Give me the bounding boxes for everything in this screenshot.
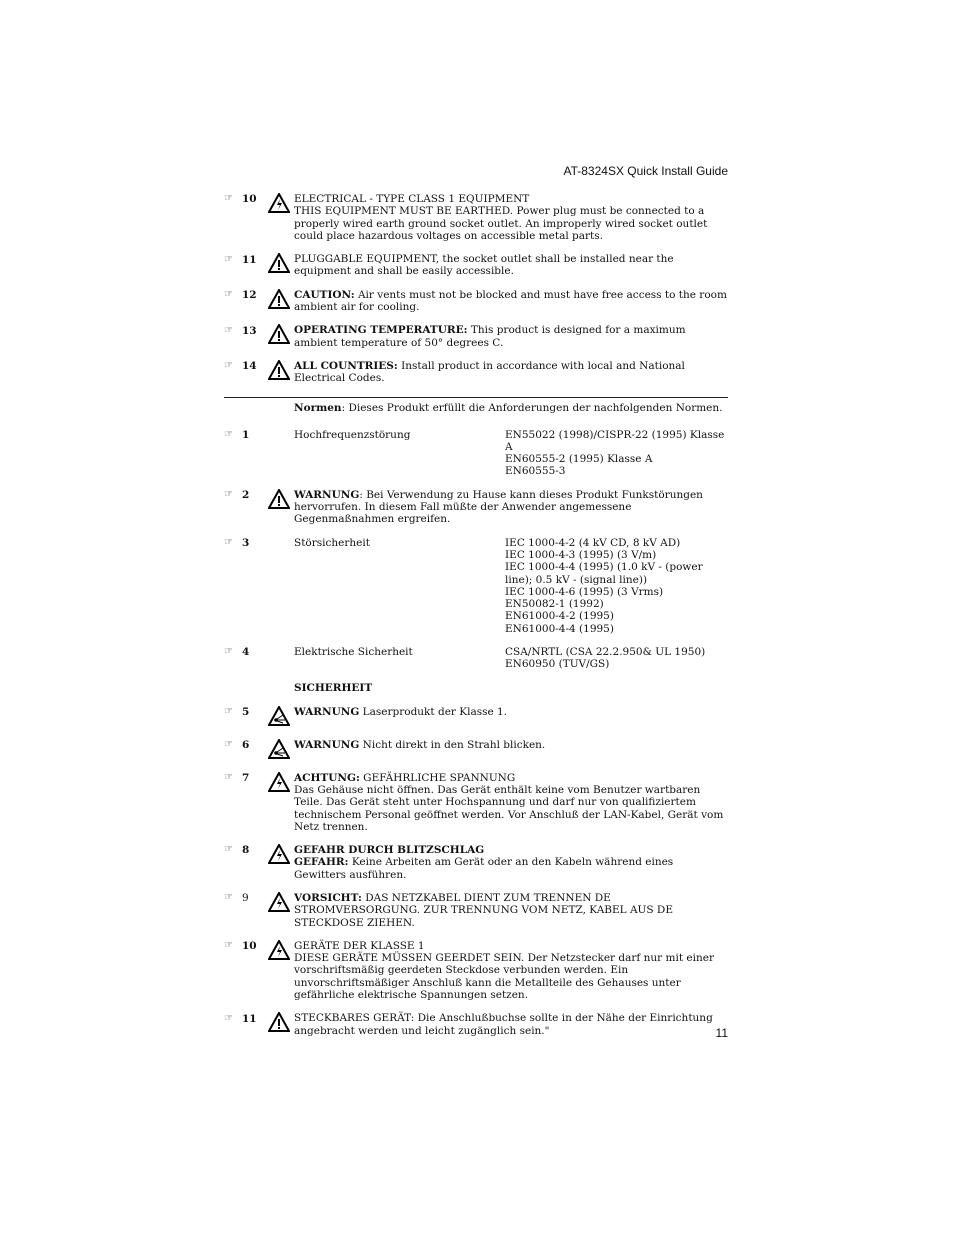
note-row: ☞ 11 PLUGGABLE EQUIPMENT, the socket outlet shall be installed near the equipment and shall be easily accessible.	[224, 253, 674, 278]
electric-hazard-icon	[268, 892, 294, 914]
pointing-hand-icon: ☞	[224, 489, 233, 501]
note-row: ☞ 10 GERÄTE DER KLASSE 1 DIESE GERÄTE MÜSSEN GEERDET SEIN. Der Netzstecker darf nur mit einer vorschriftsmäßig geerdeten Steckdose verbunden werden. Ein unvorschriftsmäßiger Anschluß kann die Metallteile des Gehauses unter gefährliche elektrische Spannungen setzen.	[224, 939, 714, 1002]
note-row: ☞ 7 ACHTUNG: GEFÄHRLICHE SPANNUNG Das Gehäuse nicht öffnen. Das Gerät enthält keine vom Benutzer wartbaren Teile. Das Gerät steht unter Hochspannung und darf nur von qualifiziertem technischem Personal geöffnet werden. Vor Anschluß der LAN-Kabel, Gerät vom Netz trennen.	[224, 771, 724, 833]
pointing-hand-icon: ☞	[224, 428, 233, 440]
pointing-hand-icon: ☞	[224, 705, 233, 717]
norm-row: ☞ 4 Elektrische Sicherheit CSA/NRTL (CSA 22.2.950& UL 1950) EN60950 (TUV/GS)	[224, 646, 706, 671]
note-row: ☞ 12 CAUTION: Air vents must not be blocked and must have free access to the room ambient air for cooling.	[224, 288, 727, 314]
pointing-hand-icon: ☞	[224, 646, 233, 658]
pointing-hand-icon: ☞	[224, 844, 233, 856]
pointing-hand-icon: ☞	[224, 1012, 233, 1024]
pointing-hand-icon: ☞	[224, 771, 233, 783]
warning-triangle-icon	[268, 489, 294, 511]
norm-row: ☞ 1 Hochfrequenzstörung EN55022 (1998)/CISPR-22 (1995) Klasse A EN60555-2 (1995) Klasse A EN60555-3	[224, 428, 725, 478]
electric-hazard-icon	[268, 772, 294, 794]
pointing-hand-icon: ☞	[224, 892, 233, 904]
warning-triangle-icon	[268, 253, 294, 275]
electric-hazard-icon	[268, 193, 294, 215]
pointing-hand-icon: ☞	[224, 253, 233, 265]
note-row: ☞ 5 WARNUNG Laserprodukt der Klasse 1.	[224, 706, 728, 728]
note-row: ☞ 9 VORSICHT: DAS NETZKABEL DIENT ZUM TRENNEN DE STROMVERSORGUNG. ZUR TRENNUNG VOM NETZ, KABEL AUS DE STECKDOSE ZIEHEN.	[224, 891, 674, 929]
normen-intro: Normen: Dieses Produkt erfüllt die Anforderungen der nachfolgenden Normen.	[294, 401, 723, 414]
pointing-hand-icon: ☞	[224, 324, 233, 336]
note-row: ☞ 10 ELECTRICAL - TYPE CLASS 1 EQUIPMENT THIS EQUIPMENT MUST BE EARTHED. Power plug must be connected to a properly wired earth ground socket outlet. An improperly wired socket outlet could place hazardous voltages on accessible metal parts.	[224, 193, 708, 242]
note-row: ☞ 11 STECKBARES GERÄT: Die Anschlußbuchse sollte in der Nähe der Einrichtung angebracht werden und leicht zugänglich sein."	[224, 1012, 713, 1037]
pointing-hand-icon: ☞	[224, 360, 233, 372]
pointing-hand-icon: ☞	[224, 536, 233, 548]
warning-triangle-icon	[268, 324, 294, 346]
section-heading: SICHERHEIT	[294, 681, 373, 694]
warning-triangle-icon	[268, 1012, 294, 1034]
norm-row: ☞ 3 Störsicherheit IEC 1000-4-2 (4 kV CD, 8 kV AD) IEC 1000-4-3 (1995) (3 V/m) IEC 1000-4-4 (1995) (1.0 kV - (power line); 0.5 kV - (signal line)) IEC 1000-4-6 (1995) (3 Vrms) EN50082-1 (1992) EN61000-4-2 (1995) EN61000-4-4 (1995)	[224, 536, 703, 635]
warning-triangle-icon	[268, 289, 294, 311]
page-content	[224, 193, 728, 1048]
warning-triangle-icon	[268, 360, 294, 382]
pointing-hand-icon: ☞	[224, 738, 233, 750]
note-row: ☞ 14 ALL COUNTRIES: Install product in accordance with local and National Electrical Codes.	[224, 359, 685, 385]
note-row: ☞ 2 WARNUNG: Bei Verwendung zu Hause kann dieses Produkt Funkstörungen hervorrufen. In diesem Fall müßte der Anwender angemessene Gegenmaßnahmen ergreifen.	[224, 488, 703, 526]
section-divider	[224, 397, 728, 398]
note-row: ☞ 6 WARNUNG Nicht direkt in den Strahl blicken.	[224, 739, 728, 761]
laser-hazard-icon	[268, 706, 294, 728]
electric-hazard-icon	[268, 940, 294, 962]
pointing-hand-icon: ☞	[224, 193, 233, 205]
laser-hazard-icon	[268, 739, 294, 761]
running-header: AT-8324SX Quick Install Guide	[563, 164, 728, 178]
electric-hazard-icon	[268, 844, 294, 866]
note-row: ☞ 8 GEFAHR DURCH BLITZSCHLAG GEFAHR: Keine Arbeiten am Gerät oder an den Kabeln während eines Gewitters ausführen.	[224, 844, 674, 881]
pointing-hand-icon: ☞	[224, 940, 233, 952]
page-number: 11	[715, 1026, 728, 1040]
note-row: ☞ 13 OPERATING TEMPERATURE: This product is designed for a maximum ambient temperature of 50° degrees C.	[224, 324, 686, 349]
pointing-hand-icon: ☞	[224, 289, 233, 301]
